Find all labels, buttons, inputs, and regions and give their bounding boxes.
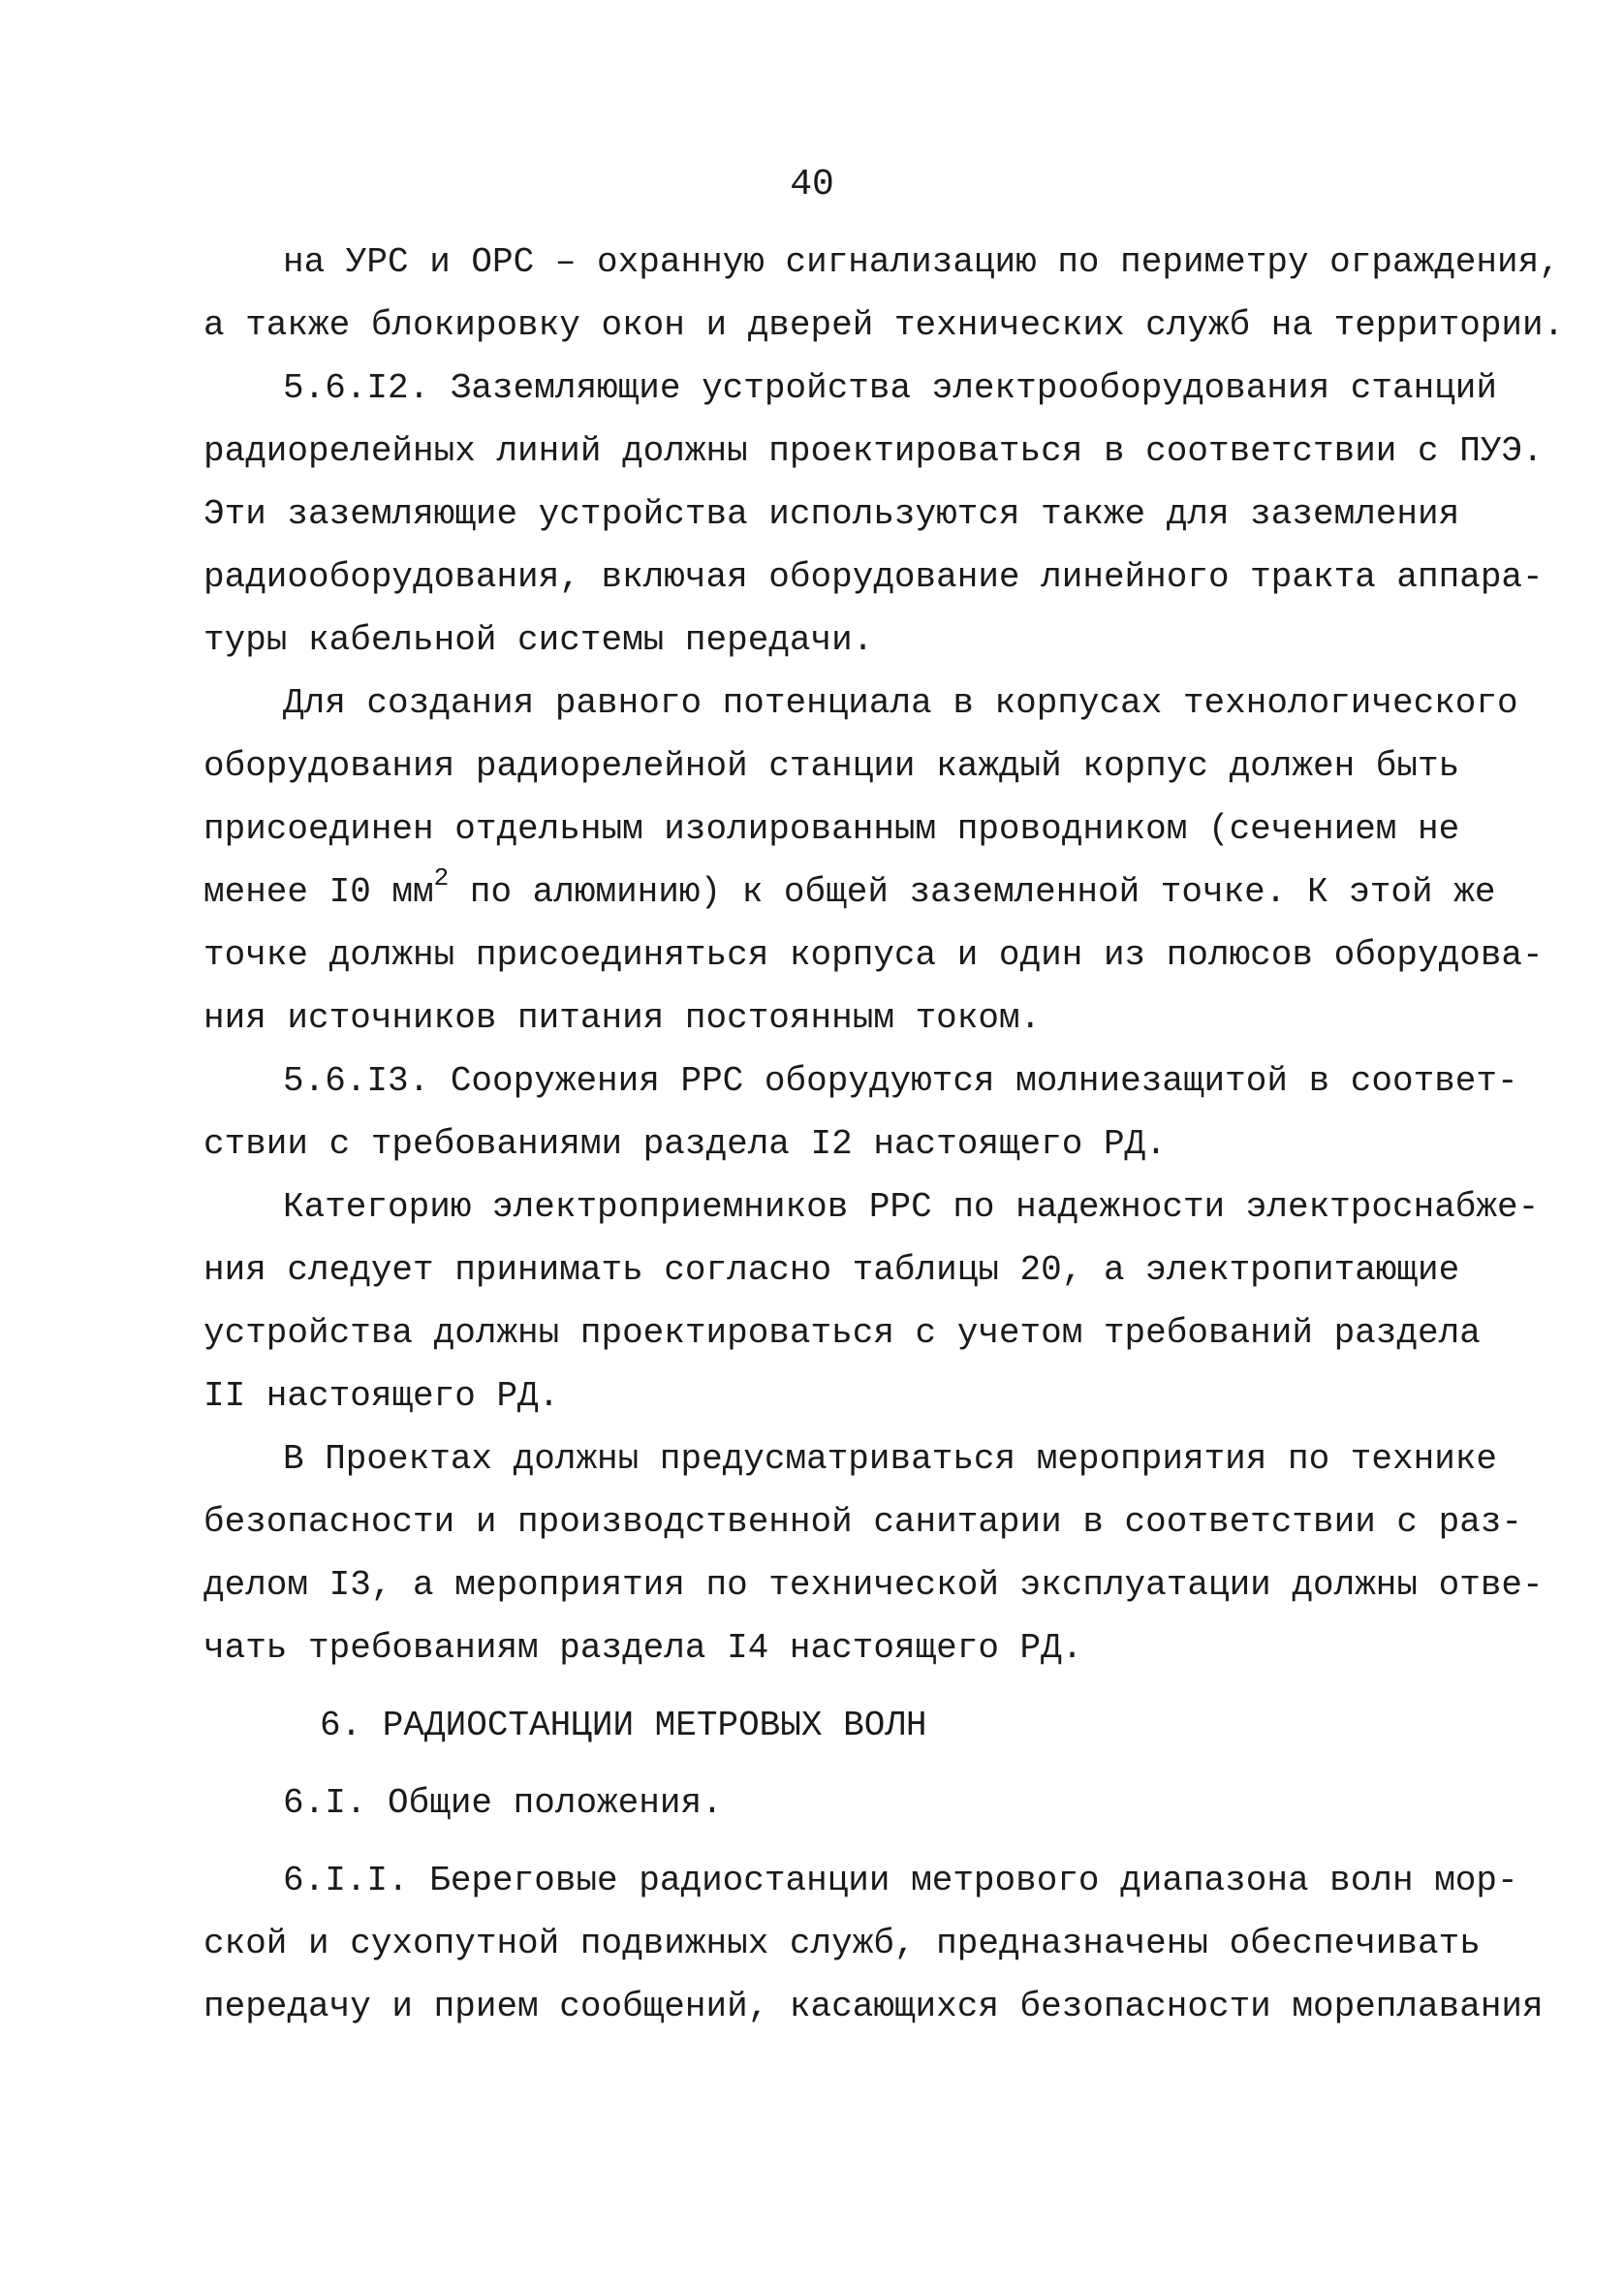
text-line: присоединен отдельным изолированным проводником (сечением не (203, 809, 1460, 849)
section-heading: 6. РАДИОСТАНЦИИ МЕТРОВЫХ ВОЛН (320, 1706, 927, 1745)
text-line: а также блокировку окон и дверей технических служб на территории. (203, 305, 1565, 345)
text-line: устройства должны проектироваться с учетом требований раздела (203, 1313, 1481, 1353)
text-line: II настоящего РД. (203, 1376, 560, 1416)
text-line: ствии с требованиями раздела I2 настоящего РД. (203, 1124, 1167, 1164)
text-line: ния следует принимать согласно таблицы 20, а электропитающие (203, 1250, 1460, 1290)
text-line: Для создания равного потенциала в корпусах технологического (283, 683, 1518, 723)
text-line: безопасности и производственной санитарии в соответствии с раз- (203, 1502, 1523, 1542)
text-line: В Проектах должны предусматриваться мероприятия по технике (283, 1439, 1498, 1479)
text-line: радиорелейных линий должны проектироваться в соответствии с ПУЭ. (203, 431, 1544, 471)
text-line: радиооборудования, включая оборудование линейного тракта аппара- (203, 557, 1544, 597)
text-line: 6.I.I. Береговые радиостанции метрового диапазона волн мор- (283, 1861, 1518, 1900)
text-line: ния источников питания постоянным током. (203, 998, 1042, 1038)
text-line: передачу и прием сообщений, касающихся безопасности мореплавания (203, 1987, 1544, 2026)
text-fragment: менее I0 мм (203, 872, 434, 912)
text-line: на УРС и ОРС – охранную сигнализацию по периметру ограждения, (283, 242, 1560, 282)
text-line: туры кабельной системы передачи. (203, 620, 874, 660)
text-fragment: по алюминию) к общей заземленной точке. К этой же (449, 872, 1496, 912)
text-line: точке должны присоединяться корпуса и один из полюсов оборудова- (203, 935, 1544, 975)
text-line: ской и сухопутной подвижных служб, предназначены обеспечивать (203, 1924, 1481, 1963)
text-line-with-superscript (203, 863, 1496, 915)
text-line: 5.6.I2. Заземляющие устройства электрооборудования станций (283, 368, 1498, 408)
subsection-heading: 6.I. Общие положения. (283, 1783, 723, 1823)
text-line: оборудования радиорелейной станции каждый корпус должен быть (203, 746, 1460, 786)
text-line: делом I3, а мероприятия по технической эксплуатации должны отве- (203, 1565, 1544, 1605)
text-line: Категорию электроприемников РРС по надежности электроснабже- (283, 1187, 1540, 1227)
text-line: чать требованиям раздела I4 настоящего РД. (203, 1628, 1083, 1668)
text-line: 5.6.I3. Сооружения РРС оборудуются молниезащитой в соответ- (283, 1061, 1518, 1101)
page-number: 40 (790, 164, 834, 205)
text-line: Эти заземляющие устройства используются также для заземления (203, 494, 1460, 534)
superscript: 2 (433, 863, 450, 893)
